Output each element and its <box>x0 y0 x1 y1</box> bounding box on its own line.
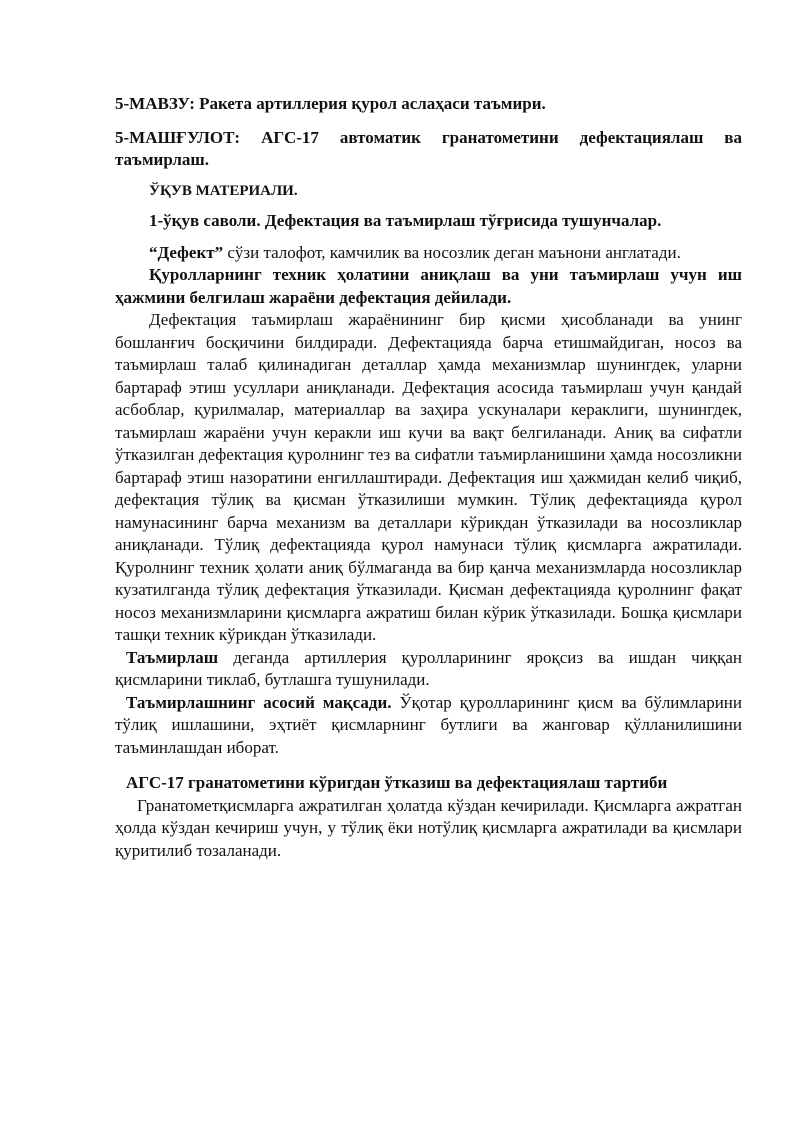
main-paragraph: Дефектация таъмирлаш жараёнининг бир қисми ҳисобланади ва унинг бошланғич босқичини билдиради. Дефектацияда барча етишмайдиган, носоз ва таъмирлаш талаб қилинадиган деталлар ҳамда механизмлар шунингдек, уларни бартараф этиш усуллари аниқланади. Дефектация асосида таъмирлаш учун қандай асбоблар, қурилмалар, материаллар ва заҳира ускуналари кераклиги, шунингдек, таъмирлаш жараёни учун керакли иш кучи ва вақт белгиланади. Аниқ ва сифатли ўтказилган дефектация қуролнинг тез ва сифатли таъмирланишини ҳамда носозликни бартараф этиш назоратини енгиллаштиради. Дефектация иш ҳажмидан келиб чиқиб, дефектация тўлиқ ва қисман ўтказилиши мумкин. Тўлиқ дефектацияда қурол намунасининг барча механизм ва деталлари кўрикдан ўтказилади ва носозликлар аниқланади. Тўлиқ дефектацияда қурол намунаси тўлиқ қисмларга ажратилади. Қуролнинг техник ҳолати аниқ бўлмаганда ва бир қанча механизмларда носозликлар кузатилганда тўлиқ дефектация ўтказилади. Қисман дефектацияда қуролнинг фақат носоз механизмларини қисмларга ажратиш билан кўрик ўтказилади. Бошқа қисмлари ташқи техник кўрикдан ўтказилади. <box>115 310 742 644</box>
defect-text: сўзи талофот, камчилик ва носозлик деган маънони англатади. <box>223 242 681 262</box>
question-heading: 1-ўқув саволи. Дефектация ва таъмирлаш тўғрисида тушунчалар. <box>149 211 662 230</box>
repair-paragraph <box>115 647 742 692</box>
lesson-heading: 5-МАШҒУЛОТ: АГС-17 автоматик гранатометини дефектациялаш ва таъмирлаш. <box>115 127 742 169</box>
purpose-paragraph <box>115 692 742 760</box>
last-paragraph: Гранатометқисмларга ажратилган ҳолатда кўздан кечирилади. Қисмларга ажратган ҳолда кўздан кечириш учун, у тўлиқ ёки нотўлиқ қисмларга ажратилади ва қисмлари қуритилиб тозаланади. <box>115 795 742 860</box>
topic-heading: 5-МАВЗУ: Ракета артиллерия қурол аслаҳаси таъмири. <box>115 94 546 113</box>
materials-heading: ЎҚУВ МАТЕРИАЛИ. <box>149 182 298 199</box>
document-page <box>115 88 742 862</box>
definition-paragraph: Қуролларнинг техник ҳолатини аниқлаш ва уни таъмирлаш учун иш ҳажмини белгилаш жараёни дефектация дейилади. <box>115 265 742 307</box>
defect-term: “Дефект” <box>149 242 224 262</box>
section-heading: АГС-17 гранатометини кўригдан ўтказиш ва дефектациялаш тартиби <box>126 773 668 792</box>
purpose-text: Ўқотар қуролларининг қисм ва бўлимларини тўлиқ ишлашини, эҳтиёт қисмларнинг бутлиги ва жанговар қўлланилишини таъминлашдан иборат. <box>115 692 742 757</box>
repair-term: Таъмирлаш <box>126 647 219 667</box>
defect-paragraph <box>115 242 742 265</box>
repair-text: деганда артиллерия қуролларининг яроқсиз ва ишдан чиққан қисмларини тиклаб, бутлашга тушунилади. <box>115 647 742 689</box>
purpose-term: Таъмирлашнинг асосий мақсади. <box>126 692 392 712</box>
